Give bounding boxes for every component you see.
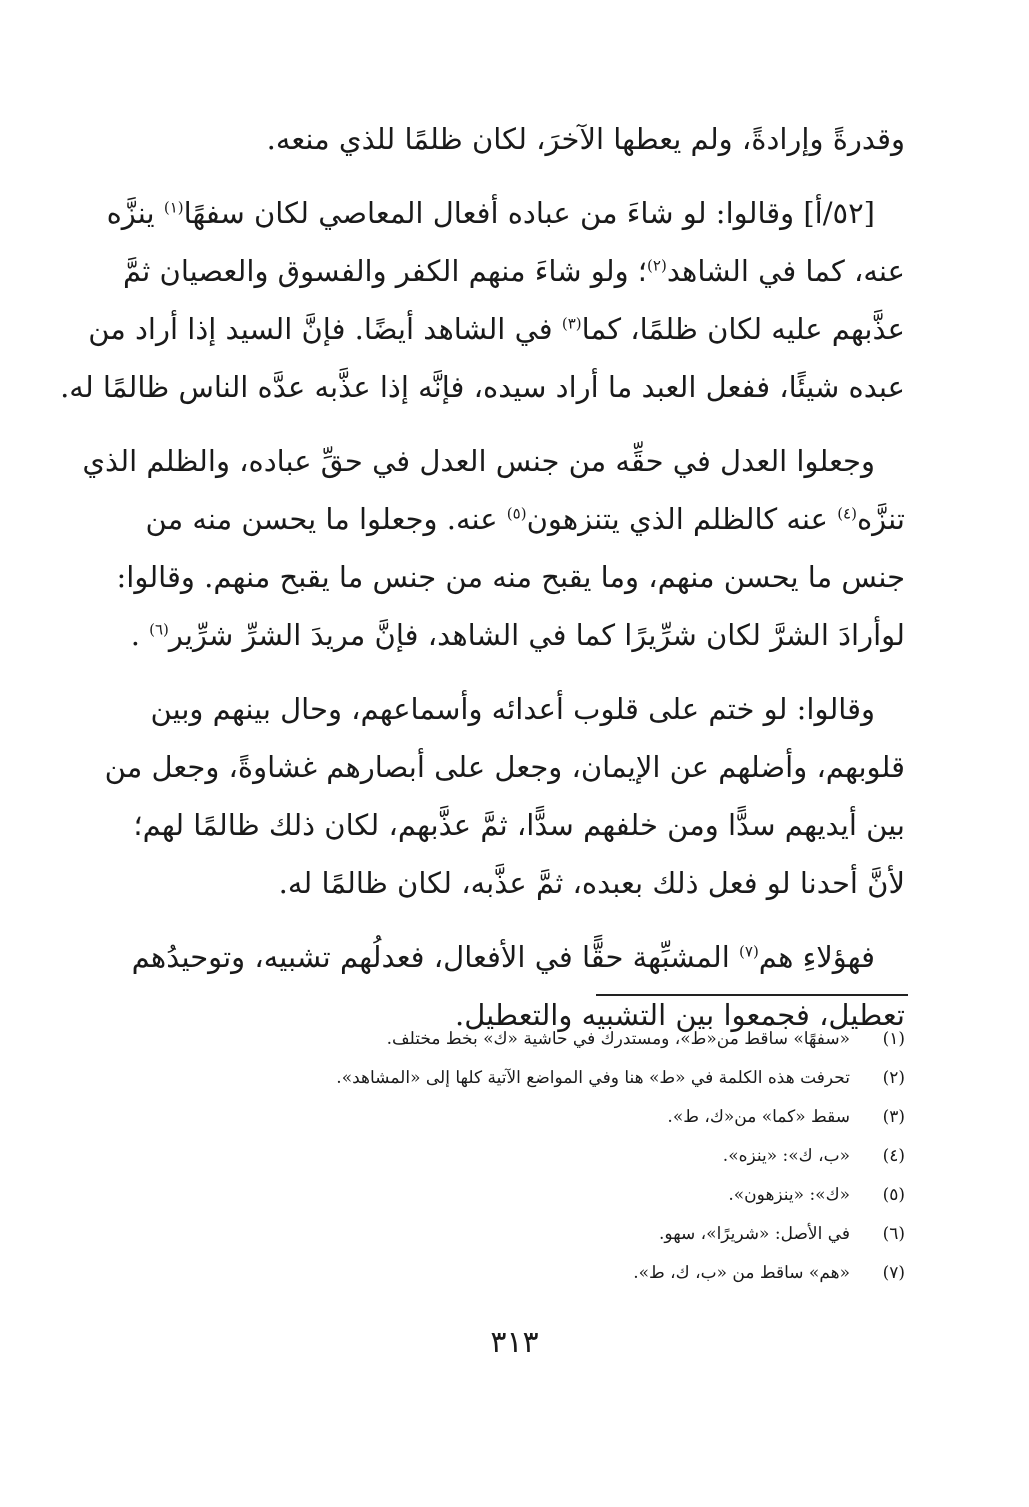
text-line: وجعلوا العدل في حقِّه من جنس العدل في حقِّ عباده، والظلم الذي (82, 444, 875, 478)
footnote-text: تحرفت هذه الكلمة في «ط» هنا وفي المواضع الآتية كلها إلى «المشاهد». (336, 1068, 850, 1088)
footnote-ref: (٧) (739, 942, 759, 961)
footnote-ref: (٢) (647, 256, 667, 275)
text-line: عذَّبهم عليه لكان ظلمًا، كما$^{(٣)}$ في الشاهد أيضًا. فإنَّ السيد إذا أراد من (88, 312, 905, 346)
footnote-ref: (٤) (837, 504, 857, 523)
footnote (120, 1059, 905, 1098)
footnote (120, 1137, 905, 1176)
footnote-number: (١) (882, 1029, 905, 1049)
text-line: وقدرةً وإرادةً، ولم يعطها الآخرَ، لكان ظلمًا للذي منعه. (266, 122, 905, 156)
footnote-text: سقط «كما» من«ك، ط». (667, 1107, 850, 1127)
footnote-text: «ك»: «ينزهون». (728, 1185, 850, 1205)
footnote (120, 1254, 905, 1293)
footnote-number: (٤) (882, 1146, 905, 1166)
footnote-ref: (٥) (506, 504, 527, 523)
text-line: لوأرادَ الشرَّ لكان شرِّيرًا كما في الشاهد، فإنَّ مريدَ الشرِّ شرِّير$^{(٦)}$ . (130, 618, 905, 652)
text-line: تعطيل، فجمعوا بين التشبيه والتعطيل. (455, 998, 905, 1032)
text-line: قلوبهم، وأضلهم عن الإيمان، وجعل على أبصارهم غشاوةً، وجعل من (104, 750, 905, 784)
footnote-separator (596, 994, 908, 996)
text-line: فهؤلاءِ هم$^{(٧)}$ المشبِّهة حقًّا في الأفعال، فعدلُهم تشبيه، وتوحيدُهم (131, 940, 875, 974)
paragraph-4 (104, 680, 905, 912)
footnote (120, 1176, 905, 1215)
text-line: عبده شيئًا، ففعل العبد ما أراد سيده، فإنَّه إذا عذَّبه عدَّه الناس ظالمًا له. (60, 370, 905, 404)
text-line: لأنَّ أحدنا لو فعل ذلك بعبده، ثمَّ عذَّبه، لكان ظالمًا له. (278, 866, 905, 900)
main-text (60, 110, 905, 1060)
footnote (120, 1098, 905, 1137)
footnote (120, 1020, 905, 1059)
text-line: وقالوا: لو ختم على قلوب أعدائه وأسماعهم، وحال بينهم وبين (150, 692, 875, 726)
footnote-number: (٣) (882, 1107, 905, 1127)
page-number: ٣١٣ (490, 1325, 539, 1360)
text-line: عنه، كما في الشاهد$^{(٢)}$؛ ولو شاءَ منهم الكفر والفسوق والعصيان ثمَّ (122, 254, 905, 288)
footnote-text: «هم» ساقط من «ب، ك، ط». (633, 1263, 850, 1283)
footnotes (120, 1020, 905, 1293)
footnote-number: (٥) (882, 1185, 905, 1205)
paragraph-1 (120, 110, 905, 168)
text-line: [٥٢/أ] وقالوا: لو شاءَ من عباده أفعال المعاصي لكان سفهًا$^{(١)}$ ينزَّه (106, 196, 875, 230)
text-line: بين أيديهم سدًّا ومن خلفهم سدًّا، ثمَّ عذَّبهم، لكان ذلك ظالمًا لهم؛ (133, 808, 905, 842)
footnote-text: «ب، ك»: «ينزه». (722, 1146, 850, 1166)
footnote-number: (٢) (882, 1068, 905, 1088)
footnote-number: (٧) (882, 1263, 905, 1283)
footnote-ref: (٣) (561, 314, 582, 333)
footnote (120, 1215, 905, 1254)
footnote-text: في الأصل: «شريرًا»، سهو. (659, 1224, 850, 1244)
paragraph-2 (60, 184, 905, 416)
footnote-ref: (٦) (149, 620, 169, 639)
footnote-number: (٦) (882, 1224, 905, 1244)
paragraph-3 (82, 432, 905, 664)
footnote-text: «سفهًا» ساقط من«ط»، ومستدرك في حاشية «ك» بخط مختلف. (386, 1029, 850, 1049)
text-line: تنزَّه$^{(٤)}$ عنه كالظلم الذي يتنزهون$^{(٥)}$ عنه. وجعلوا ما يحسن منه من (145, 502, 905, 536)
text-line: جنس ما يحسن منهم، وما يقبح منه من جنس ما يقبح منهم. وقالوا: (116, 560, 905, 594)
footnote-ref: (١) (163, 198, 184, 217)
